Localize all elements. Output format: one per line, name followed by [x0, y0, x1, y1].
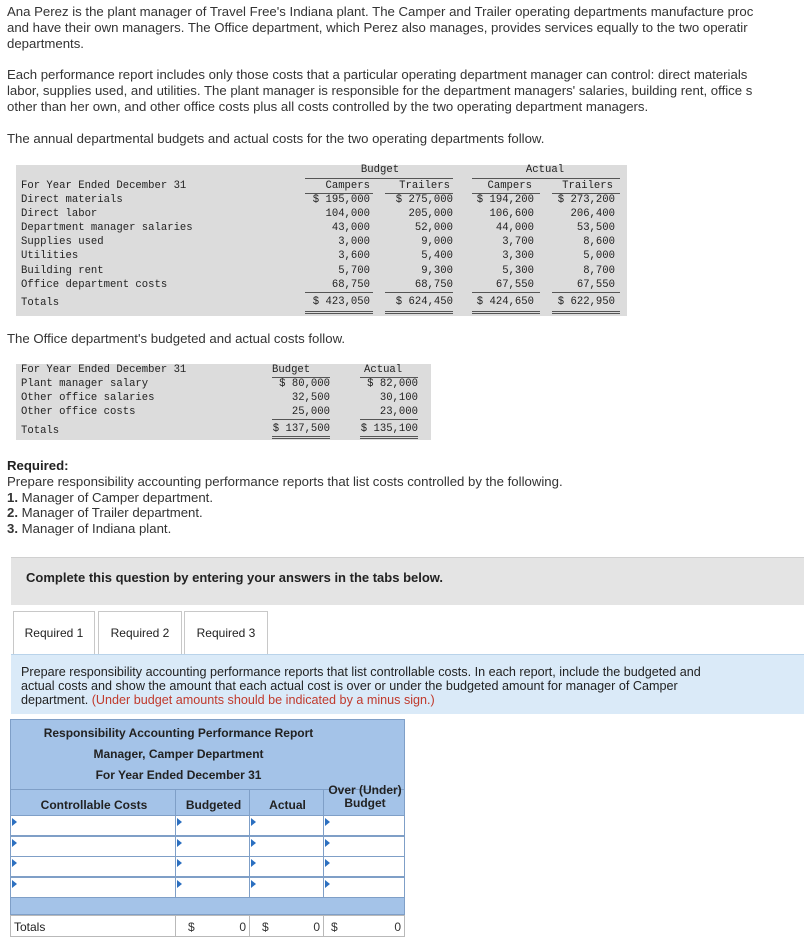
entry-marker-icon: [251, 839, 256, 847]
cost-name-input[interactable]: [11, 837, 175, 856]
row-value: 30,100: [379, 392, 418, 404]
tab-required-3[interactable]: Required 3: [184, 611, 268, 655]
over-under-input-cell: [323, 815, 405, 836]
col-header-label-line: Budget: [344, 796, 386, 810]
row-value: 205,000: [408, 208, 453, 221]
report-title: Responsibility Accounting Performance Report: [43, 726, 314, 740]
totals-actual-cell: [249, 915, 324, 937]
tab-required-2[interactable]: Required 2: [98, 611, 182, 655]
budgeted-input[interactable]: [176, 837, 249, 856]
col-header: Campers: [325, 180, 370, 192]
row-value: 3,000: [338, 236, 370, 249]
performance-report-table: [10, 719, 405, 941]
row-value: 5,300: [502, 264, 534, 277]
group-header-actual: Actual: [525, 164, 565, 176]
row-value: 9,000: [421, 236, 453, 249]
row-value: 104,000: [325, 208, 370, 221]
actual-input[interactable]: [250, 878, 323, 897]
over-under-input[interactable]: [324, 878, 404, 897]
row-value: 23,000: [379, 406, 418, 418]
cost-name-input-cell: [10, 877, 176, 898]
totals-label: Totals: [14, 920, 46, 934]
col-header-over-under: [323, 783, 405, 816]
col-header-label: Budgeted: [185, 798, 242, 812]
row-value: 52,000: [414, 222, 453, 235]
col-header-label-line: Over (Under): [328, 783, 402, 797]
row-value: 5,400: [421, 250, 453, 263]
col-header: Budget: [272, 364, 311, 376]
row-label: Direct materials: [21, 194, 123, 206]
entry-marker-icon: [325, 839, 330, 847]
col-header-controllable: [10, 789, 176, 816]
total-value: $ 423,050: [312, 296, 370, 308]
required-item-text: Manager of Indiana plant.: [21, 521, 172, 537]
entry-marker-icon: [251, 880, 256, 888]
total-value: $ 622,950: [557, 296, 615, 308]
cost-name-input-cell: [10, 836, 176, 857]
total-value: $ 624,450: [395, 296, 453, 308]
col-header: Actual: [364, 364, 403, 376]
instructions-line: [21, 693, 701, 707]
cost-name-input[interactable]: [11, 878, 175, 897]
cost-name-input-cell: [10, 815, 176, 836]
entry-marker-icon: [177, 839, 182, 847]
required-item-number: 2.: [7, 505, 18, 521]
over-under-input[interactable]: [324, 857, 404, 876]
actual-input[interactable]: [250, 857, 323, 876]
totals-label-cell: [10, 915, 176, 937]
period-label: For Year Ended December 31: [21, 180, 187, 192]
row-value: 106,600: [489, 208, 534, 221]
row-value: 9,300: [421, 264, 453, 277]
total-value: $ 424,650: [476, 296, 534, 308]
cost-name-input-cell: [10, 856, 176, 877]
entry-marker-icon: [177, 880, 182, 888]
required-item-number: 3.: [7, 521, 18, 537]
report-period: For Year Ended December 31: [95, 768, 262, 782]
intro-line: departments.: [7, 35, 84, 51]
over-under-input[interactable]: [324, 837, 404, 856]
required-item-text: Manager of Trailer department.: [21, 505, 203, 521]
entry-marker-icon: [12, 859, 17, 867]
required-item-text: Manager of Camper department.: [21, 489, 213, 505]
col-header-label: Actual: [269, 798, 306, 812]
cost-name-input[interactable]: [11, 857, 175, 876]
col-header: Trailers: [562, 180, 613, 192]
total-value: $ 135,100: [360, 423, 418, 435]
required-item-number: 1.: [7, 489, 18, 505]
over-under-input[interactable]: [324, 816, 404, 835]
row-value: 25,000: [291, 406, 330, 418]
row-value: 8,700: [583, 264, 615, 277]
entry-marker-icon: [177, 818, 182, 826]
row-value: $ 82,000: [367, 378, 418, 390]
row-label: Direct labor: [21, 208, 98, 221]
row-label: Other office costs: [21, 406, 136, 418]
row-label: Building rent: [21, 264, 104, 277]
row-label: Department manager salaries: [21, 222, 193, 235]
total-value: $ 137,500: [272, 423, 330, 435]
row-value: $ 275,000: [395, 194, 453, 206]
tab-required-1[interactable]: Required 1: [13, 611, 95, 654]
entry-marker-icon: [177, 859, 182, 867]
intro-line: Each performance report includes only those costs that a particular operating department manager can control: direct materials: [7, 67, 748, 82]
intro-line: and have their own managers. The Office department, which Perez also manages, provides services equally to the two operatir: [7, 19, 748, 35]
required-section: [7, 458, 804, 537]
row-value: 32,500: [291, 392, 330, 404]
totals-budgeted-value: 0: [239, 920, 246, 934]
instructions-note: (Under budget amounts should be indicated by a minus sign.): [91, 693, 435, 707]
entry-marker-icon: [12, 839, 17, 847]
over-under-input-cell: [323, 836, 405, 857]
row-label: Plant manager salary: [21, 378, 149, 390]
budgeted-input[interactable]: [176, 816, 249, 835]
totals-budgeted-cell: [175, 915, 250, 937]
budgeted-input[interactable]: [176, 878, 249, 897]
currency-symbol: $: [188, 920, 195, 934]
row-value: 3,700: [502, 236, 534, 249]
row-value: 68,750: [331, 278, 370, 291]
row-value: 5,000: [583, 250, 615, 263]
intro-line: other than her own, and other office costs plus all costs controlled by the two operating department managers.: [7, 98, 649, 114]
required-item: [7, 521, 804, 537]
col-header-budgeted: [175, 789, 250, 816]
intro-paragraph-2: [7, 67, 804, 114]
required-heading: Required:: [7, 458, 69, 473]
required-item: [7, 505, 804, 521]
entry-marker-icon: [325, 859, 330, 867]
budgeted-input[interactable]: [176, 857, 249, 876]
instructions-line: actual costs and show the amount that each actual cost is over or under the budgeted amount for manager of Camper: [21, 679, 678, 693]
complete-banner-text: Complete this question by entering your answers in the tabs below.: [26, 570, 444, 585]
instructions-box: [11, 654, 804, 714]
actual-input-cell: [249, 856, 324, 877]
report-title-block: [10, 719, 405, 790]
intro-line: labor, supplies used, and utilities. The plant manager is responsible for the department managers' salaries, building rent, office s: [7, 82, 753, 98]
intro-paragraph-3: The annual departmental budgets and actual costs for the two operating departments follow.: [7, 131, 545, 146]
budgeted-input-cell: [175, 856, 250, 877]
intro-line: Ana Perez is the plant manager of Travel Free's Indiana plant. The Camper and Trailer operating departments manufacture proc: [7, 4, 754, 19]
instructions-line: Prepare responsibility accounting performance reports that list controllable costs. In each report, include the budgeted and: [21, 665, 701, 679]
office-intro: The Office department's budgeted and actual costs follow.: [7, 331, 346, 346]
over-under-input-cell: [323, 877, 405, 898]
row-value: 53,500: [576, 222, 615, 235]
col-header-label: [324, 784, 406, 810]
currency-symbol: $: [331, 920, 338, 934]
actual-input-cell: [249, 836, 324, 857]
budgeted-input-cell: [175, 877, 250, 898]
actual-input[interactable]: [250, 816, 323, 835]
totals-actual-value: 0: [313, 920, 320, 934]
entry-marker-icon: [325, 818, 330, 826]
required-text: Prepare responsibility accounting performance reports that list costs controlled by the following.: [7, 473, 563, 489]
row-value: 44,000: [495, 222, 534, 235]
row-value: 67,550: [576, 278, 615, 291]
row-value: 43,000: [331, 222, 370, 235]
period-label: For Year Ended December 31: [21, 364, 187, 376]
row-value: 5,700: [338, 264, 370, 277]
row-value: 68,750: [414, 278, 453, 291]
currency-symbol: $: [262, 920, 269, 934]
col-header-label: Controllable Costs: [40, 798, 148, 812]
col-header: Trailers: [399, 180, 450, 192]
totals-label: Totals: [21, 297, 60, 309]
entry-marker-icon: [12, 880, 17, 888]
instructions-text: department.: [21, 693, 92, 707]
row-value: 8,600: [583, 236, 615, 249]
col-header-actual: [249, 789, 324, 816]
entry-marker-icon: [12, 818, 17, 826]
actual-input-cell: [249, 815, 324, 836]
row-value: $ 194,200: [476, 194, 534, 206]
col-header: Campers: [487, 180, 532, 192]
row-value: 3,300: [502, 250, 534, 263]
entry-marker-icon: [325, 880, 330, 888]
budgeted-input-cell: [175, 815, 250, 836]
required-item: [7, 490, 804, 506]
row-value: 67,550: [495, 278, 534, 291]
row-value: $ 195,000: [312, 194, 370, 206]
totals-over-under-cell: [323, 915, 405, 937]
row-value: $ 273,200: [557, 194, 615, 206]
report-subtitle: Manager, Camper Department: [93, 747, 264, 761]
row-label: Utilities: [21, 250, 79, 263]
entry-marker-icon: [251, 818, 256, 826]
entry-marker-icon: [251, 859, 256, 867]
complete-banner: [11, 557, 804, 605]
row-label: Supplies used: [21, 236, 104, 249]
actual-input-cell: [249, 877, 324, 898]
totals-label: Totals: [21, 425, 60, 437]
row-value: 3,600: [338, 250, 370, 263]
intro-paragraph-1: [7, 4, 804, 51]
cost-name-input[interactable]: [11, 816, 175, 835]
budgeted-input-cell: [175, 836, 250, 857]
group-header-budget: Budget: [360, 164, 400, 176]
row-value: $ 80,000: [279, 378, 330, 390]
row-label: Other office salaries: [21, 392, 155, 404]
actual-input[interactable]: [250, 837, 323, 856]
over-under-input-cell: [323, 856, 405, 877]
totals-over-under-value: 0: [394, 920, 401, 934]
row-value: 206,400: [570, 208, 615, 221]
row-label: Office department costs: [21, 278, 168, 291]
